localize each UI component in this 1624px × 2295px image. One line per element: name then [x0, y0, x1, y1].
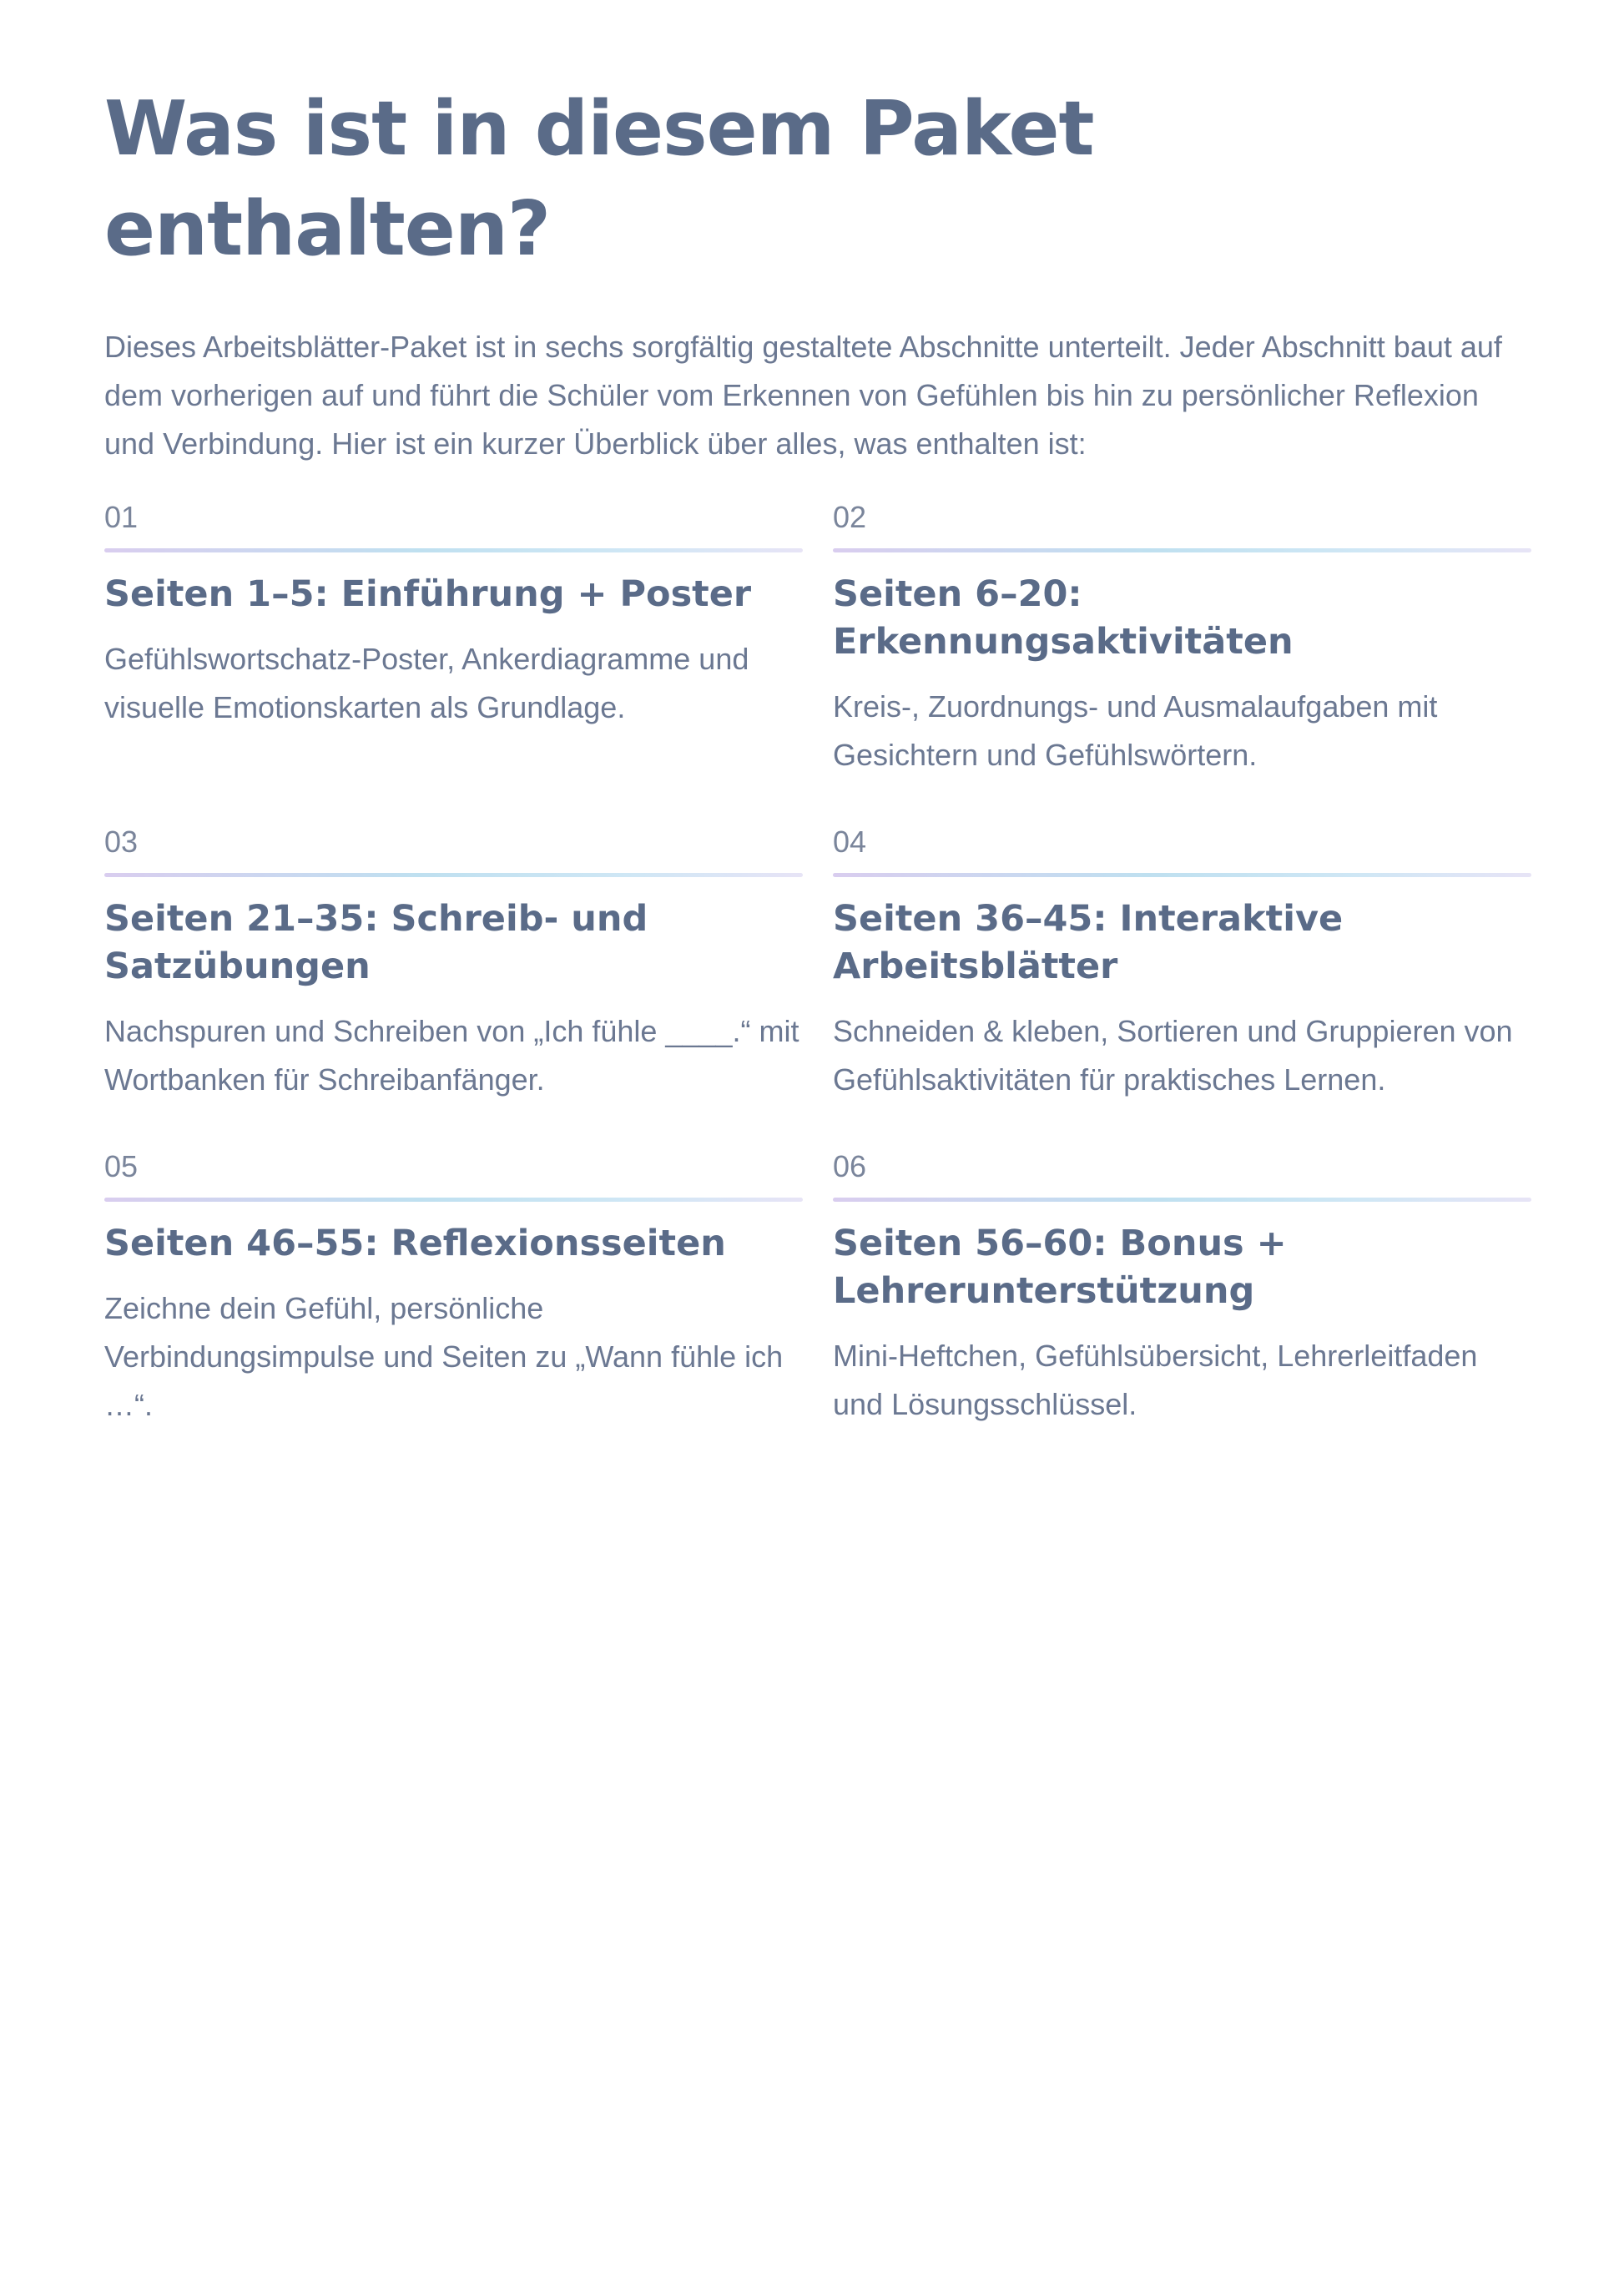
section-number: 05 — [104, 1149, 139, 1183]
section-divider — [104, 873, 803, 877]
section-06 — [833, 1148, 1531, 1430]
section-title: Seiten 6–20: Erkennungsaktivitäten — [833, 573, 1294, 663]
intro-paragraph: Dieses Arbeitsblätter-Paket ist in sechs sorgfältig gestaltete Abschnitte unterteilt. Jeder Abschnitt baut auf dem vorherigen auf und führt die Schüler vom Erkennen von Gefühlen bis hin zu persönlicher Reflexion und Verbindung. Hier ist ein kurzer Überblick über alles, was enthalten ist: — [104, 330, 1502, 461]
section-description: Kreis-, Zuordnungs- und Ausmalaufgaben mit Gesichtern und Gefühlswörtern. — [833, 689, 1438, 772]
section-title: Seiten 46–55: Reflexionsseiten — [104, 1223, 726, 1264]
section-number: 04 — [833, 825, 867, 859]
page-title: Was ist in diesem Paket enthalten? — [104, 85, 1094, 273]
document-page — [104, 0, 1531, 1430]
section-divider — [104, 548, 803, 552]
section-divider — [833, 548, 1531, 552]
section-divider — [833, 1198, 1531, 1202]
section-description: Nachspuren und Schreiben von „Ich fühle ____.“ mit Wortbanken für Schreibanfänger. — [104, 1014, 799, 1097]
section-description: Mini-Heftchen, Gefühlsübersicht, Lehrerleitfaden und Lösungsschlüssel. — [833, 1339, 1478, 1421]
section-title: Seiten 56–60: Bonus + Lehrerunterstützung — [833, 1223, 1287, 1312]
section-05 — [104, 1148, 803, 1430]
section-number: 01 — [104, 500, 139, 534]
section-01 — [104, 498, 803, 779]
section-04 — [833, 823, 1531, 1104]
section-number: 06 — [833, 1149, 867, 1183]
section-divider — [833, 873, 1531, 877]
section-02 — [833, 498, 1531, 779]
section-number: 02 — [833, 500, 867, 534]
section-title: Seiten 36–45: Interaktive Arbeitsblätter — [833, 898, 1344, 987]
section-title: Seiten 1–5: Einführung + Poster — [104, 573, 752, 615]
section-description: Zeichne dein Gefühl, persönliche Verbindungsimpulse und Seiten zu „Wann fühle ich …“. — [104, 1291, 784, 1422]
section-03 — [104, 823, 803, 1104]
sections-grid — [104, 498, 1531, 1430]
section-title: Seiten 21–35: Schreib- und Satzübungen — [104, 898, 648, 987]
section-description: Gefühlswortschatz-Poster, Ankerdiagramme und visuelle Emotionskarten als Grundlage. — [104, 642, 749, 724]
section-description: Schneiden & kleben, Sortieren und Gruppieren von Gefühlsaktivitäten für praktisches Lernen. — [833, 1014, 1513, 1097]
section-number: 03 — [104, 825, 139, 859]
section-divider — [104, 1198, 803, 1202]
